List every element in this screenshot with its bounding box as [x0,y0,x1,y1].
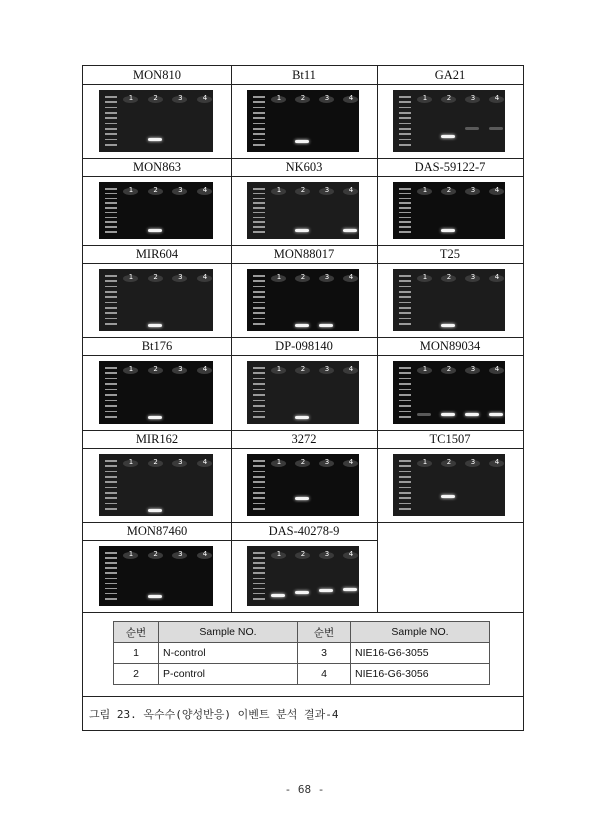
lane-number: 2 [300,186,306,194]
lane-number: 4 [202,94,208,102]
lane-number: 3 [470,365,476,373]
dna-band [295,591,309,594]
figure-caption: 그림 23. 옥수수(양성반응) 이벤트 분석 결과-4 [89,708,339,721]
dna-band [295,416,309,419]
dna-ladder [105,96,117,148]
gel-image [99,546,213,606]
event-label: MIR162 [83,430,231,449]
dna-ladder [253,96,265,148]
dna-ladder [105,367,117,420]
lane-number: 3 [324,186,330,194]
dna-ladder [253,367,265,420]
dna-band [343,588,357,591]
dna-band [417,413,431,416]
event-label: MON88017 [231,245,377,264]
lane-number: 4 [494,186,500,194]
dna-ladder [399,367,411,420]
lane-number: 2 [153,550,158,558]
event-label: MON89034 [377,337,523,356]
gel-panel [377,430,523,522]
lane-number: 1 [128,365,134,373]
dna-band [271,594,285,597]
legend-sample: NIE16-G6-3055 [351,643,490,664]
legend-sample: P-control [159,664,298,685]
figure-frame [82,65,524,731]
dna-band [319,324,333,327]
dna-ladder [105,460,117,512]
lane-number: 1 [422,186,428,194]
lane-number: 4 [348,365,354,373]
lane-number: 4 [202,365,208,373]
lane-number: 1 [422,273,428,281]
lane-number: 4 [348,273,354,281]
dna-band [465,413,479,416]
dna-ladder [105,188,117,235]
lane-number: 4 [348,186,354,194]
dna-band [465,127,479,130]
event-label: Bt176 [83,337,231,356]
legend-sample: N-control [159,643,298,664]
lane-number: 3 [324,550,330,558]
gel-image [99,182,213,239]
gel-image [393,361,505,424]
dna-band [441,324,455,327]
gel-image [247,454,359,516]
gel-panel [377,245,523,337]
lane-number: 1 [128,94,134,102]
lane-number: 1 [128,273,134,281]
gel-panel [83,245,231,337]
dna-band [441,135,455,138]
lane-number: 4 [202,458,208,466]
lane-number: 2 [446,94,452,102]
lane-number: 1 [128,186,134,194]
event-label: Bt11 [231,66,377,85]
divider [83,696,523,697]
dna-band [441,229,455,232]
gel-image [393,454,505,516]
gel-panel [377,158,523,245]
gel-panel [83,66,231,158]
legend-row [114,664,490,685]
legend-header-sample: Sample NO. [351,622,490,643]
dna-band [489,413,503,416]
lane-number: 4 [202,186,208,194]
gel-panel [83,158,231,245]
lane-number: 4 [494,458,500,466]
gel-image [247,269,359,331]
lane-number: 4 [348,550,354,558]
gel-panel [231,337,377,430]
legend-no: 1 [114,643,159,664]
sample-legend-table [113,621,490,685]
lane-number: 2 [153,365,158,373]
lane-number: 3 [470,94,476,102]
dna-band [148,509,162,512]
lane-number: 4 [348,458,354,466]
lane-number: 4 [494,94,500,102]
gel-image [99,454,213,516]
lane-number: 1 [276,458,282,466]
lane-number: 1 [128,458,134,466]
gel-image [247,182,359,239]
lane-number: 2 [153,94,158,102]
dna-band [295,229,309,232]
dna-ladder [399,96,411,148]
gel-panel [377,66,523,158]
gel-panel [377,337,523,430]
event-label: MON87460 [83,522,231,541]
lane-number: 4 [348,94,354,102]
legend-header-no: 순번 [114,622,159,643]
lane-number: 2 [300,550,306,558]
dna-ladder [399,275,411,327]
legend-row [114,643,490,664]
divider [83,612,523,613]
gel-panel [231,66,377,158]
dna-band [441,413,455,416]
event-label: DAS-40278-9 [231,522,377,541]
lane-number: 1 [276,94,282,102]
gel-image [247,361,359,424]
event-label: NK603 [231,158,377,177]
dna-band [148,595,162,598]
dna-ladder [253,275,265,327]
dna-band [343,229,357,232]
lane-number: 3 [470,458,476,466]
lane-number: 2 [300,458,306,466]
gel-panel [83,522,231,612]
dna-ladder [253,552,265,602]
legend-sample: NIE16-G6-3056 [351,664,490,685]
lane-number: 2 [153,458,158,466]
event-label: TC1507 [377,430,523,449]
dna-band [295,140,309,143]
lane-number: 2 [300,365,306,373]
lane-number: 2 [300,273,306,281]
lane-number: 4 [202,550,208,558]
event-label: DAS-59122-7 [377,158,523,177]
lane-number: 3 [324,458,330,466]
lane-number: 1 [422,94,428,102]
lane-number: 1 [276,365,282,373]
event-label: MON863 [83,158,231,177]
lane-number: 2 [446,186,452,194]
lane-number: 3 [324,273,330,281]
legend-no: 4 [298,664,351,685]
lane-number: 2 [446,273,452,281]
gel-panel [231,430,377,522]
dna-band [148,324,162,327]
lane-number: 3 [324,94,330,102]
lane-number: 1 [276,186,282,194]
lane-number: 1 [276,550,282,558]
lane-number: 1 [422,365,428,373]
lane-number: 3 [178,365,183,373]
lane-number: 2 [446,458,452,466]
lane-number: 3 [178,550,183,558]
lane-number: 2 [446,365,452,373]
gel-image [393,182,505,239]
dna-band [295,324,309,327]
event-label: MON810 [83,66,231,85]
event-label: 3272 [231,430,377,449]
dna-ladder [399,460,411,512]
event-label: GA21 [377,66,523,85]
event-label: MIR604 [83,245,231,264]
legend-no: 3 [298,643,351,664]
lane-number: 2 [153,186,158,194]
gel-panel [231,245,377,337]
dna-band [148,229,162,232]
gel-panel [231,158,377,245]
dna-ladder [253,460,265,512]
dna-band [295,497,309,500]
lane-number: 4 [202,273,208,281]
gel-panel [83,430,231,522]
dna-ladder [105,275,117,327]
dna-ladder [105,552,117,602]
event-label: T25 [377,245,523,264]
gel-image [99,90,213,152]
lane-number: 3 [470,186,476,194]
lane-number: 3 [470,273,476,281]
lane-number: 2 [300,94,306,102]
legend-no: 2 [114,664,159,685]
gel-image [247,546,359,606]
gel-image [393,269,505,331]
dna-band [489,127,503,130]
gel-image [99,269,213,331]
lane-number: 1 [128,550,134,558]
lane-number: 3 [178,273,183,281]
lane-number: 2 [153,273,158,281]
lane-number: 3 [324,365,330,373]
dna-band [148,138,162,141]
page-number: - 68 - [284,783,325,796]
lane-number: 4 [494,273,500,281]
lane-number: 3 [178,94,183,102]
dna-band [148,416,162,419]
event-label: DP-098140 [231,337,377,356]
lane-number: 3 [178,186,183,194]
gel-image [247,90,359,152]
dna-ladder [399,188,411,235]
lane-number: 1 [276,273,282,281]
gel-image [99,361,213,424]
dna-ladder [253,188,265,235]
legend-header-row [114,622,490,643]
gel-panel [83,337,231,430]
gel-panel [231,522,377,612]
dna-band [441,495,455,498]
lane-number: 4 [494,365,500,373]
lane-number: 1 [422,458,428,466]
legend-header-no: 순번 [298,622,351,643]
dna-band [319,589,333,592]
lane-number: 3 [178,458,183,466]
legend-header-sample: Sample NO. [159,622,298,643]
gel-image [393,90,505,152]
